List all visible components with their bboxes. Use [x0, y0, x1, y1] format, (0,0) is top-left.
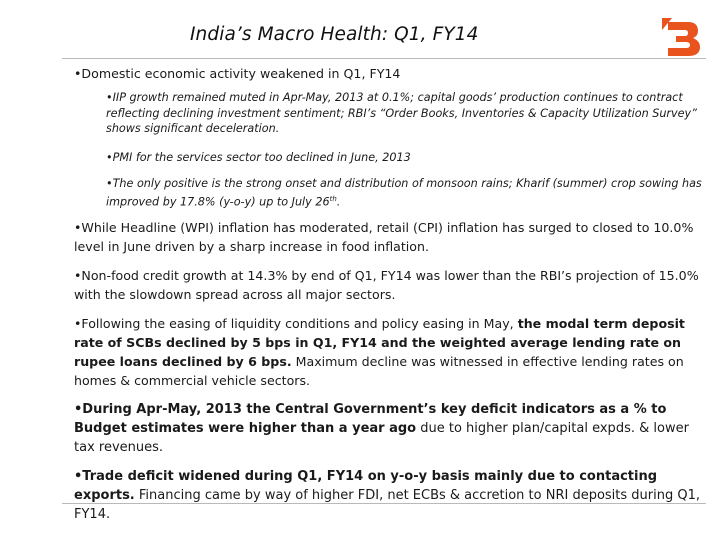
rates-lead: the modal term deposit rate of SCBs declined by 5 bps in Q1, FY14 and the weighted average lending rate on rupee loans declined by 6 bps. — [74, 315, 685, 369]
bank-logo-icon — [658, 14, 704, 60]
slide-body — [74, 64, 714, 524]
inflation-paragraph — [74, 218, 700, 256]
title-divider — [62, 58, 706, 59]
deficit-text: due to higher plan/capital expds. & lower tax revenues. — [74, 420, 689, 455]
deficit-lead: •During Apr-May, 2013 the Central Government’s key deficit indicators as a % to Budget estimates were higher than a year ago — [74, 401, 667, 436]
deficit-paragraph — [74, 400, 708, 457]
rates-paragraph — [74, 314, 708, 390]
credit-text: with the slowdown spread across all major sectors. — [74, 286, 396, 302]
rates-intro: •Following the easing of liquidity conditions and policy easing in May, — [74, 315, 518, 331]
domestic-point-monsoon — [106, 176, 710, 210]
credit-paragraph — [74, 266, 700, 304]
rates-text: Maximum decline was witnessed in effective lending rates on homes & commercial vehicle sectors. — [74, 353, 684, 388]
monsoon-text: •The only positive is the strong onset and distribution of monsoon rains; Kharif (summer) crop sowing has improved by 17.8% (y-o-y) up to July 26 — [106, 177, 702, 209]
trade-paragraph — [74, 467, 708, 524]
domestic-point-iip: •IIP growth remained muted in Apr-May, 2013 at 0.1%; capital goods’ production continues to contract reflecting declining investment sentiment; RBI’s “Order Books, Inventories & Capacity Utilization Survey” shows significant deceleration. — [106, 91, 697, 135]
trade-lead: •Trade deficit widened during Q1, FY14 on y-o-y basis mainly due to contacting exports. — [74, 468, 658, 503]
trade-text: Financing came by way of higher FDI, net ECBs & accretion to NRI deposits during Q1, FY14. — [74, 487, 700, 522]
domestic-heading: •Domestic economic activity weakened in Q1, FY14 — [74, 66, 401, 81]
domestic-point-pmi: •PMI for the services sector too declined in June, 2013 — [106, 150, 411, 164]
slide-title: India’s Macro Health: Q1, FY14 — [190, 24, 479, 45]
monsoon-end: . — [336, 195, 341, 209]
credit-lead: •Non-food credit growth at 14.3% by end of Q1, FY14 was lower than the RBI’s projection of 15.0% — [74, 267, 699, 283]
footer-divider — [62, 503, 706, 504]
inflation-text: level in June driven by a sharp increase in food inflation. — [74, 238, 429, 254]
monsoon-sup: th — [329, 194, 337, 203]
inflation-lead: •While Headline (WPI) inflation has moderated, retail (CPI) inflation has surged to closed to 10.0% — [74, 219, 694, 235]
